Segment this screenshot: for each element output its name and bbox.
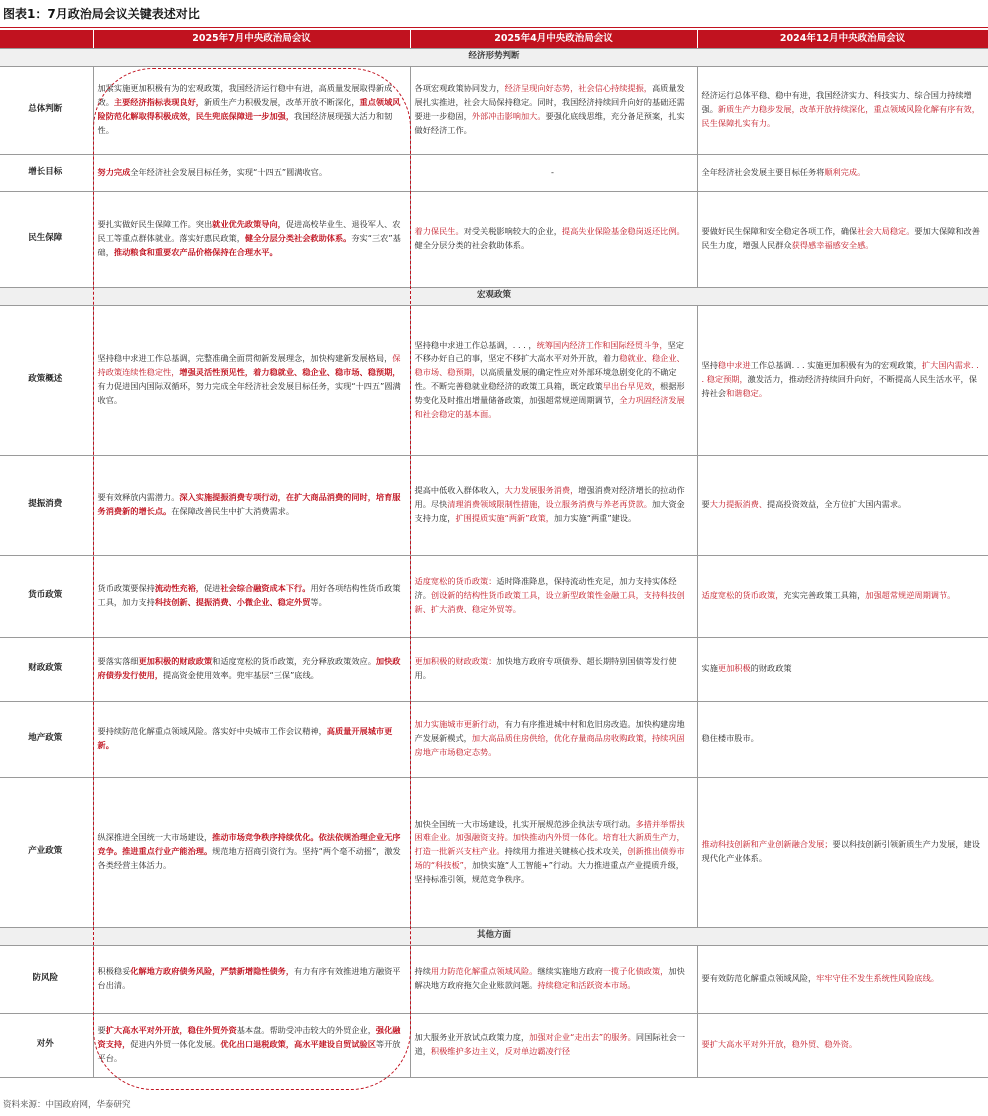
table-row-chanye	[0, 777, 988, 927]
cell-jul	[93, 154, 410, 191]
text-seg: 基本盘。帮助受冲击较大的外贸企业，	[236, 1025, 376, 1036]
table-row-fangfengxian	[0, 945, 988, 1013]
text-seg-highlight: 早出台早见效，	[602, 381, 661, 391]
text-seg-highlight: 多措并举帮扶困难企业。加强融资支持。加快推动内外贸一体化。培育壮大新质生产力，	[414, 818, 685, 843]
text-seg-highlight: 推动科技创新和产业创新融合发展；	[701, 839, 833, 850]
cell-dec	[697, 701, 988, 777]
text-seg-highlight: 推动粮食和重要农产品价格保持在合理水平。	[113, 246, 278, 257]
cell-dec	[697, 945, 988, 1013]
text-seg: 要	[701, 499, 710, 510]
cell-jul	[93, 305, 410, 455]
section-economic-judgment: 经济形势判断	[0, 48, 988, 66]
text-seg: 全年经济社会发展目标任务，实现“十四五”圆满收官。	[130, 166, 328, 177]
row-label: 对外	[0, 1013, 93, 1077]
cell-jul	[93, 777, 410, 927]
cell-apr	[410, 305, 697, 455]
text-seg-highlight: 重点领域风险防范化解取得积极成效，民生兜底保障进一步加强，	[97, 97, 401, 121]
cell-jul	[93, 66, 410, 154]
cell-dec	[697, 637, 988, 701]
text-seg: 要以科技创新引领新质生产力发展，建设现代化产业体系。	[701, 839, 980, 863]
text-seg: 促进	[203, 583, 221, 594]
text-seg: 以高质量发展的确定性应对外部环境急剧变化的不确定性。不断完善稳就业稳经济的政策工具箱，既定政策	[414, 367, 677, 391]
text-seg: 继续实施地方政府	[537, 966, 603, 977]
cell-jul	[93, 637, 410, 701]
text-seg: 坚持稳中求进工作总基调，. . . ，	[414, 339, 537, 350]
text-seg: 要	[97, 1025, 106, 1036]
cell-dec	[697, 66, 988, 154]
text-seg-highlight: 创设新的结构性货币政策工具，设立新型政策性金融工具，	[430, 590, 644, 601]
text-seg-highlight: 适度宽松的货币政策，	[701, 590, 784, 601]
text-seg-highlight: 更加积极的财政政策	[138, 656, 213, 667]
text-seg-highlight: 稳中求进	[717, 360, 751, 371]
text-seg-highlight: 努力完成	[97, 166, 131, 177]
text-seg-highlight: 要扩大高水平对外开放，稳外贸、稳外资。	[701, 1039, 858, 1050]
text-seg-highlight: 全力巩固经济发展和社会稳定的基本面。	[414, 394, 685, 419]
cell-apr	[410, 945, 697, 1013]
text-seg-highlight: 流动性充裕，	[154, 583, 204, 594]
cell-jul	[93, 555, 410, 637]
text-seg: 加快地方政府专项债券、超长期特别国债等发行使用。	[414, 656, 677, 680]
row-label: 民生保障	[0, 191, 93, 287]
text-seg: 货币政策要保持	[97, 583, 155, 594]
cell-apr	[410, 777, 697, 927]
text-seg: 促进内外贸一体化发展。	[130, 1039, 221, 1050]
cell-jul	[93, 455, 410, 555]
row-label: 提振消费	[0, 455, 93, 555]
text-seg: 各项宏观政策协同发力，	[414, 83, 505, 94]
text-seg: 等开放平台。	[97, 1039, 401, 1063]
text-seg: 促进高校毕业生、退役军人、农民工等重点群体就业。落实好惠民政策，	[97, 219, 401, 244]
text-seg: 适时降准降息，保持流动性充足，加力支持实体经济。	[414, 576, 677, 601]
table-row-zongti	[0, 66, 988, 154]
text-seg: 我国经济展现强大活力和韧性。	[97, 111, 393, 135]
table-row-dichan	[0, 701, 988, 777]
cell-dec	[697, 191, 988, 287]
table-row-huobi	[0, 555, 988, 637]
text-seg-highlight: 主要经济指标表现良好，	[113, 97, 204, 108]
source-note: 资料来源：中国政府网，华泰研究	[3, 1100, 131, 1110]
cell-apr: -	[410, 154, 697, 191]
text-seg: 加紧实施更加积极有为的宏观政策，我国经济运行稳中有进，高质量发展取得新成效。	[97, 83, 393, 108]
text-seg: 积极稳妥	[97, 966, 131, 977]
text-seg-highlight: 加快政府债券发行使用，	[97, 656, 401, 680]
text-seg: 提高中低收入群体收入，	[414, 485, 505, 496]
text-seg-highlight: 获得感幸福感安全感。	[791, 240, 874, 250]
text-seg: 持续用力推进关键核心技术攻关，	[504, 846, 628, 857]
row-label: 产业政策	[0, 777, 93, 927]
text-seg-highlight: 加强超常规逆周期调节。	[865, 590, 956, 601]
row-label: 防风险	[0, 945, 93, 1013]
text-seg: 加力实施“两重”建设。	[554, 512, 637, 523]
text-seg: 持续	[414, 966, 431, 977]
text-seg-highlight: 更加积极	[717, 663, 751, 674]
text-seg: 要持续防范化解重点领域风险。落实好中央城市工作会议精神，	[97, 726, 327, 737]
text-seg-highlight: 深入实施提振消费专项行动，在扩大商品消费的同时，培育服务消费新的增长点。	[97, 492, 401, 516]
text-seg: 加快全国统一大市场建设，扎实开展规范涉企执法专项行动。	[414, 818, 636, 829]
row-label: 总体判断	[0, 66, 93, 154]
table-row-minsheng	[0, 191, 988, 287]
cell-dec	[697, 1013, 988, 1077]
cell-jul	[93, 1013, 410, 1077]
cell-apr	[410, 637, 697, 701]
cell-apr	[410, 1013, 697, 1077]
text-seg: 实施	[701, 663, 718, 674]
cell-apr	[410, 191, 697, 287]
text-seg-highlight: 新质生产力稳步发展，改革开放持续深化，重点领域风险化解有序有效，民生保障扎实有力。	[701, 104, 980, 128]
section-macro-policy: 宏观政策	[0, 287, 988, 305]
text-seg-highlight: 更加积极的财政政策：	[414, 656, 497, 667]
row-label: 地产政策	[0, 701, 93, 777]
text-seg-highlight: 强化融资支持，	[97, 1025, 401, 1050]
text-seg-highlight: 用力防范化解重点领域风险。	[430, 966, 538, 977]
text-seg-highlight: 增强灵活性预见性，	[179, 367, 254, 378]
text-seg-highlight: 稳就业、稳企业、稳市场、稳预期，	[414, 353, 685, 378]
text-seg-highlight: 一揽子化债政策，	[602, 966, 669, 977]
text-seg: 全年经济社会发展主要目标任务将	[701, 166, 825, 177]
text-seg: 同国际社会一道，	[414, 1032, 686, 1056]
text-seg: 纵深推进全国统一大市场建设，	[97, 832, 213, 843]
text-seg-highlight: 和谐稳定。	[726, 387, 768, 398]
comparison-table	[0, 30, 988, 1078]
text-seg-highlight: 加大高品质住房供给，优化存量商品房收购政策，持续巩固房地产市场稳定态势。	[414, 733, 685, 757]
text-seg: 加大资金支持力度，	[414, 499, 685, 523]
text-seg-highlight: 着力保民生。	[414, 226, 464, 237]
cell-jul	[93, 701, 410, 777]
cell-dec	[697, 305, 988, 455]
text-seg: 要强化底线思维，充分备足预案，扎实做好经济工作。	[414, 111, 685, 135]
header-apr-2025: 2025年4月中央政治局会议	[410, 30, 697, 48]
text-seg: 夯实“三农”基础，	[97, 233, 401, 257]
text-seg: 增强消费对经济增长的拉动作用。尽快	[414, 485, 685, 510]
text-seg: 要扎实做好民生保障工作。突出	[97, 219, 213, 230]
text-seg: 有力有序有效推进地方融资平台出清。	[97, 966, 401, 990]
text-seg: 规范地方招商引资行为。坚持“两个毫不动摇”，激发各类经营主体活力。	[97, 846, 401, 870]
text-seg: 在保障改善民生中扩大消费需求。	[171, 506, 295, 516]
text-seg: 根据形势变化及时推出增量储备政策，加强超常规逆周期调节，	[414, 381, 685, 405]
text-seg: 要有效防范化解重点领域风险，	[701, 973, 817, 984]
text-seg: 和适度宽松的货币政策，充分释放政策效应。	[212, 656, 376, 667]
text-seg-highlight: 支持科技创新、扩大消费、稳定外贸等。	[414, 590, 685, 614]
text-seg-highlight: 清理消费领域限制性措施，设立服务消费与养老再贷款。	[447, 499, 652, 510]
row-label: 货币政策	[0, 555, 93, 637]
text-seg: 充实完善政策工具箱，	[783, 590, 866, 601]
table-row-duiwai	[0, 1013, 988, 1077]
cell-dec	[697, 777, 988, 927]
section-other: 其他方面	[0, 927, 988, 945]
text-seg: 要有效释放内需潜力。	[97, 492, 180, 503]
text-seg: 提高投资效益，全方位扩大国内需求。	[767, 499, 907, 510]
text-seg: 等。	[310, 597, 327, 607]
text-seg-highlight: 科技创新、提振消费、小微企业、稳定外贸	[154, 597, 311, 607]
table-row-tizhen	[0, 455, 988, 555]
cell-dec	[697, 455, 988, 555]
cell-apr	[410, 555, 697, 637]
table-row-caizheng	[0, 637, 988, 701]
text-seg-highlight: 着力稳就业、稳企业、稳市场、稳预期，	[253, 367, 401, 378]
text-seg-highlight: 优化出口退税政策，高水平建设自贸试验区	[220, 1039, 376, 1050]
text-seg-highlight: 积极维护多边主义，反对单边霸凌行径	[430, 1046, 571, 1056]
text-seg-highlight: 打造一批新兴支柱产业。	[414, 846, 505, 857]
text-seg-highlight: 社会大局稳定。	[857, 226, 915, 237]
text-seg-highlight: 扩大高水平对外开放，稳住外贸外资	[105, 1025, 237, 1036]
cell-dec	[697, 154, 988, 191]
text-seg: 坚定不移办好自己的事，坚定不移扩大高水平对外开放，着力	[414, 339, 684, 364]
text-seg-highlight: 就业优先政策导向，	[212, 219, 286, 230]
text-seg-highlight: 大力提振消费、	[709, 499, 768, 510]
text-seg-highlight: 保持政策连续性稳定性，	[97, 353, 401, 378]
table-row-zhengce	[0, 305, 988, 455]
text-seg-highlight: 推动市场竞争秩序持续优化。依法依规治理企业无序竞争。推进重点行业产能治理。	[97, 832, 401, 857]
text-seg: 新质生产力积极发展，改革开放不断深化，	[203, 97, 360, 108]
table-row-zengzhang	[0, 154, 988, 191]
text-seg: 要做好民生保障和安全稳定各项工作，确保	[701, 226, 858, 237]
row-label: 增长目标	[0, 154, 93, 191]
cell-apr	[410, 701, 697, 777]
text-seg: 提高资金使用效率。兜牢基层“三保”底线。	[163, 670, 319, 680]
text-seg: 的财政政策	[750, 663, 792, 674]
text-seg-highlight: 适度宽松的货币政策：	[414, 576, 497, 587]
text-seg-highlight: 提高失业保险基金稳岗返还比例。	[561, 226, 685, 237]
figure-title: 图表1：7月政治局会议关键表述对比	[0, 0, 988, 28]
text-seg: 稳住楼市股市。	[701, 733, 759, 744]
text-seg-highlight: 加力实施城市更新行动，	[414, 719, 505, 730]
text-seg-highlight: 统筹国内经济工作和国际经贸斗争，	[536, 339, 668, 350]
text-seg: 加大服务业开放试点政策力度，	[414, 1032, 530, 1043]
cell-jul	[93, 945, 410, 1013]
text-seg-highlight: 社会综合融资成本下行。	[220, 583, 311, 594]
text-seg: 要落实落细	[97, 656, 139, 667]
text-seg: 激发活力，推动经济持续回升向好，不断提高人民生活水平，保持社会	[701, 374, 977, 398]
cell-apr	[410, 455, 697, 555]
text-seg: 高质量发展扎实推进，社会大局保持稳定。同时，我国经济持续回升向好的基础还需要进一步稳固，	[414, 83, 685, 121]
text-seg: 加快实施“人工智能+”行动。大力推进重点产业提质升级，坚持标准引领，规范竞争秩序。	[414, 859, 684, 884]
text-seg-highlight: 化解地方政府债务风险，严禁新增隐性债务，	[130, 966, 295, 977]
cell-apr	[410, 66, 697, 154]
text-seg-highlight: 外部冲击影响加大。	[471, 111, 546, 121]
cell-dec	[697, 555, 988, 637]
text-seg: 坚持稳中求进工作总基调，完整准确全面贯彻新发展理念，加快构建新发展格局，	[97, 353, 393, 364]
text-seg-highlight: 创新推出债券市场的“科技板”，	[414, 846, 685, 870]
text-seg-highlight: 持续稳定和活跃资本市场。	[537, 980, 636, 990]
header-blank	[0, 30, 93, 48]
text-seg: 有力有序推进城中村和危旧房改造。加快构建房地产发展新模式，	[414, 719, 685, 744]
text-seg: 用好各项结构性货币政策工具，加力支持	[97, 583, 401, 607]
text-seg-highlight: 牢牢守住不发生系统性风险底线。	[816, 973, 939, 984]
header-row	[0, 30, 988, 48]
text-seg: 要加大保障和改善民生力度，增强人民群众	[701, 226, 980, 250]
text-seg: 工作总基调. . . 实施更加积极有为的宏观政策，	[750, 360, 922, 371]
text-seg: 经济运行总体平稳、稳中有进，我国经济实力、科技实力、综合国力持续增强。	[701, 90, 972, 115]
text-seg-highlight: 高质量开展城市更新。	[97, 726, 393, 750]
header-dec-2024: 2024年12月中央政治局会议	[697, 30, 988, 48]
row-label: 财政政策	[0, 637, 93, 701]
text-seg: 加快解决地方政府拖欠企业账款问题。	[414, 966, 685, 990]
text-seg-highlight: 顺利完成。	[824, 166, 866, 177]
text-seg-highlight: 健全分层分类社会救助体系。	[244, 233, 352, 244]
text-seg-highlight: 经济呈现向好态势，社会信心持续提振，	[504, 83, 652, 94]
text-seg-highlight: 大力发展服务消费，	[504, 485, 579, 496]
text-seg: 对受关税影响较大的企业，	[463, 226, 562, 237]
header-jul-2025: 2025年7月中央政治局会议	[93, 30, 410, 48]
text-seg-highlight: 加强对企业“走出去”的服务。	[529, 1032, 636, 1043]
row-label: 政策概述	[0, 305, 93, 455]
text-seg-highlight: 扩大国内需求. . . 稳定预期，	[701, 360, 979, 385]
text-seg: 健全分层分类的社会救助体系。	[414, 240, 530, 250]
text-seg-highlight: 扩围提质实施“两新”政策，	[455, 512, 554, 523]
text-seg: 有力促进国内国际双循环，努力完成全年经济社会发展目标任务，实现“十四五”圆满收官。	[97, 381, 401, 405]
text-seg: 坚持	[701, 360, 718, 371]
cell-jul	[93, 191, 410, 287]
